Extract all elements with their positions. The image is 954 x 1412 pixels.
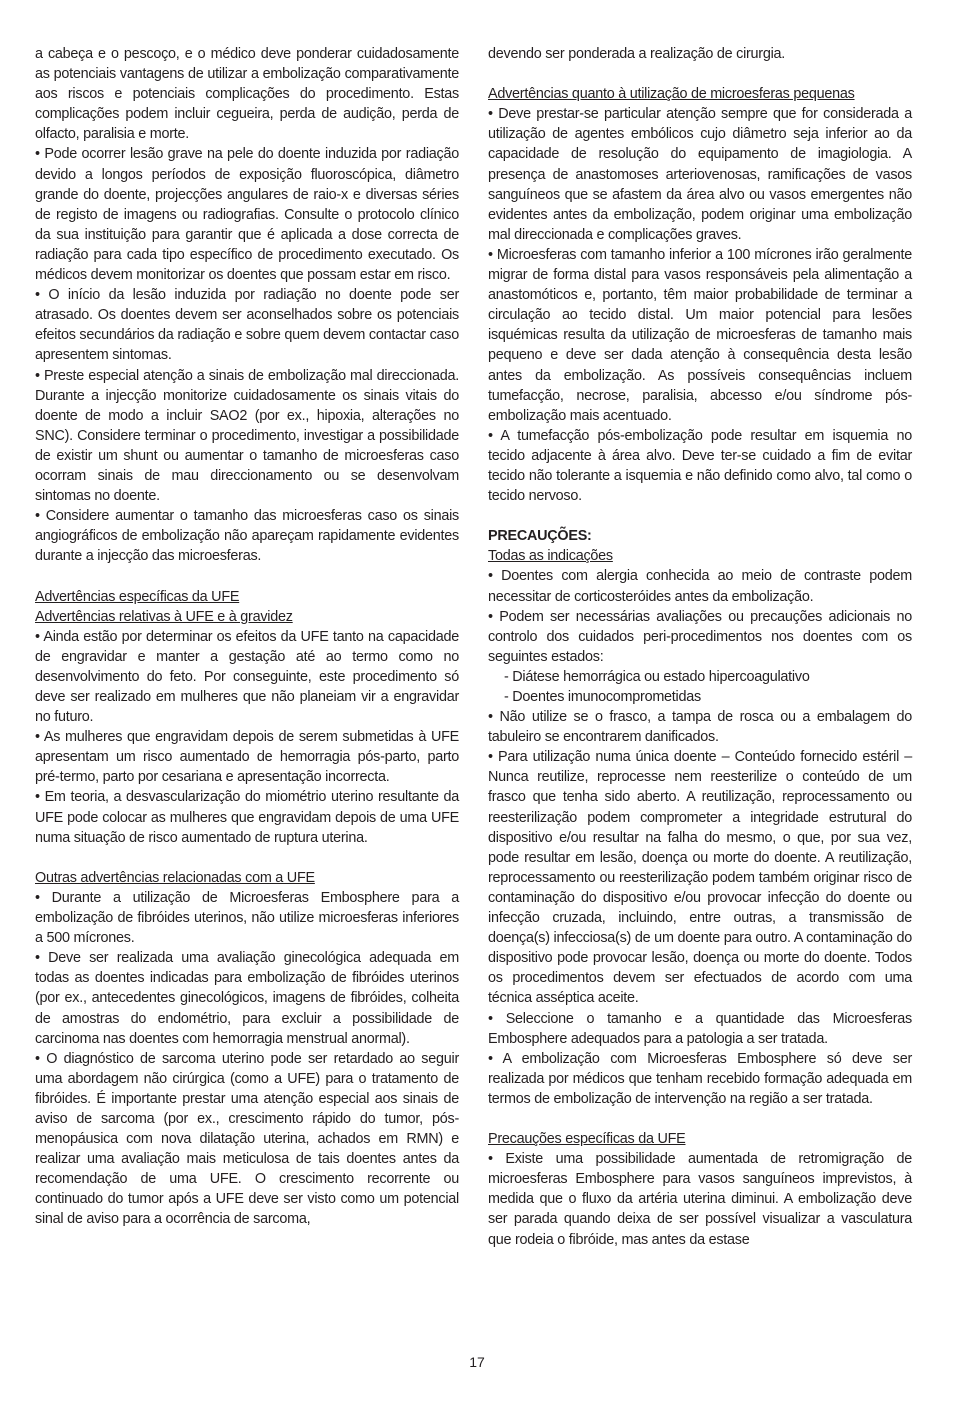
spacer: [488, 506, 912, 526]
bullet-paragraph: • Pode ocorrer lesão grave na pele do doente induzida por radiação devido a longos períodos de exposição fluoroscópica, diâmetro grande do doente, projecções angulares de raio-x e diversas séries de registo de imagens ou radiografias. Consulte o protocolo clínico da sua instituição para garantir que é aplicada a dose correcta de radiação para cada tipo específico de procedimento executado. Os médicos devem monitorizar os doentes que possam estar em risco.: [35, 146, 459, 284]
bullet-paragraph: • A embolização com Microesferas Embosphere só deve ser realizada por médicos que tenham recebido formação adequada em termos de embolização de intervenção na região a ser tratada.: [488, 1050, 912, 1107]
spacer: [488, 64, 912, 84]
paragraph: a cabeça e o pescoço, e o médico deve ponderar cuidadosamente as potenciais vantagens de utilizar a embolização comparativamente aos riscos e potenciais complicações do procedimento. Estas complicações podem incluir cegueira, perda de audição, perda de olfacto, paralisia e morte.: [35, 46, 459, 143]
bullet-paragraph: • Podem ser necessárias avaliações ou precauções adicionais no controlo dos cuidados peri-procedimentos nos doentes com os seguintes estados:: [488, 608, 912, 665]
bullet-paragraph: • Existe uma possibilidade aumentada de retromigração de microesferas Embosphere para vasos sanguíneos imprevistos, à medida que o fluxo da artéria uterina diminui. A embolização deve ser parada quando deixa de ser possível visualizar a vasculatura que rodeia o fibróide, mas antes da estase: [488, 1151, 912, 1248]
bullet-paragraph: • Doentes com alergia conhecida ao meio de contraste podem necessitar de corticosteróides antes da embolização.: [488, 568, 912, 605]
spacer: [488, 1109, 912, 1129]
right-column: [488, 44, 912, 1250]
bullet-paragraph: • Ainda estão por determinar os efeitos da UFE tanto na capacidade de engravidar e manter a gestação até ao termo como no desenvolvimento do feto. Por conseguinte, este procedimento só deve ser realizado em mulheres que não planeiam vir a engravidar no futuro.: [35, 628, 459, 726]
sub-list-item: - Diátese hemorrágica ou estado hipercoagulativo: [504, 668, 810, 685]
bullet-paragraph: • Em teoria, a desvascularização do miométrio uterino resultante da UFE pode colocar as mulheres que engravidam depois de uma UFE numa situação de risco aumentado de ruptura uterina.: [35, 789, 459, 846]
subsection-heading: Todas as indicações: [488, 548, 613, 565]
subsection-heading: Advertências relativas à UFE e à gravidez: [35, 608, 293, 625]
bullet-paragraph: • Deve prestar-se particular atenção sempre que for considerada a utilização de agentes embólicos cujo diâmetro seja inferior ao da capacidade de resolução do equipamento de imagiologia. A presença de anastomoses arteriovenosas, ramificações de vasos sanguíneos que se afastem da área alvo ou vasos emergentes não evidentes antes da embolização, podem originar uma embolização mal direccionada e complicações graves.: [488, 106, 912, 243]
bullet-paragraph: • Seleccione o tamanho e a quantidade das Microesferas Embosphere adequados para a patologia a ser tratada.: [488, 1010, 912, 1047]
page-number: 17: [469, 1354, 485, 1370]
bullet-paragraph: • O diagnóstico de sarcoma uterino pode ser retardado ao seguir uma abordagem não cirúrgica (como a UFE) para o tratamento de fibróides. É importante prestar uma atenção especial aos sinais de aviso de sarcoma (por ex., crescimento rápido do tumor, pós-menopáusica com nova dilatação uterina, achados em RMN) e realizar uma avaliação mais meticulosa de tais doentes antes da recomendação de uma UFE. O crescimento recorrente ou continuado do tumor após a UFE deve ser visto como um potencial sinal de aviso para a ocorrência de sarcoma,: [35, 1050, 459, 1228]
subsection-heading: Outras advertências relacionadas com a UFE: [35, 869, 315, 886]
bullet-paragraph: • A tumefacção pós-embolização pode resultar em isquemia no tecido adjacente à área alvo. Deve ter-se cuidado a fim de evitar tecido não tolerante a isquemia e não definido como alvo, tal como o tecido nervoso.: [488, 427, 912, 505]
bullet-paragraph: • Preste especial atenção a sinais de embolização mal direccionada. Durante a injecção monitorize cuidadosamente os sinais vitais do doente de modo a incluir SAO2 (por ex., hipoxia, alterações no SNC). Considere terminar o procedimento, investigar a possibilidade de existir um shunt ou aumentar o tamanho de microesferas caso ocorram sinais de mau direccionamento ou se desenvolvam sintomas no doente.: [35, 367, 459, 505]
paragraph: devendo ser ponderada a realização de cirurgia.: [488, 46, 786, 62]
bullet-paragraph: • Deve ser realizada uma avaliação ginecológica adequada em todas as doentes indicadas para embolização de fibróides uterinos (por ex., antecedentes ginecológicos, imagens de fibróides, colheita de amostras do endométrio, para excluir a possibilidade de carcinoma nas doentes com hemorragia menstrual anormal).: [35, 950, 459, 1047]
sub-list-item: - Doentes imunocomprometidas: [504, 689, 701, 705]
section-heading: Advertências específicas da UFE: [35, 588, 240, 605]
subsection-heading: Precauções específicas da UFE: [488, 1131, 686, 1148]
bullet-paragraph: • Durante a utilização de Microesferas Embosphere para a embolização de fibróides uterinos, não utilize microesferas inferiores a 500 mícrones.: [35, 889, 459, 947]
spacer: [35, 848, 459, 868]
left-column: [35, 44, 459, 1230]
section-heading: PRECAUÇÕES:: [488, 528, 592, 545]
spacer: [35, 566, 459, 586]
bullet-paragraph: • As mulheres que engravidam depois de serem submetidas à UFE apresentam um risco aumentado de hemorragia pós-parto, parto pré-termo, parto por cesariana e apresentação incorrecta.: [35, 729, 459, 786]
subsection-heading: Advertências quanto à utilização de microesferas pequenas: [488, 86, 855, 103]
bullet-paragraph: • O início da lesão induzida por radiação no doente pode ser atrasado. Os doentes devem ser aconselhados sobre os potenciais efeitos secundários da radiação e sobre quem devem contactar caso apresentem sintomas.: [35, 287, 459, 364]
bullet-paragraph: • Para utilização numa única doente – Conteúdo fornecido estéril – Nunca reutilize, reprocesse nem reesterilize o conteúdo de um frasco que tenha sido aberto. A reutilização, reprocessamento ou reesterilização podem comprometer a integridade estrutural do dispositivo e/ou resultar na falha do mesmo, o que, por sua vez, pode resultar em lesão, doença ou morte do doente. A reutilização, reprocessamento ou reesterilização podem também originar risco de contaminação do dispositivo e/ou provocar infecção do doente ou infecção cruzada, incluindo, entre outras, a transmissão de doença(s) infecciosa(s) de um doente para outro. A contaminação do dispositivo pode provocar lesão, doença ou morte do doente. Todos os procedimentos devem ser efectuados de acordo com uma técnica asséptica aceite.: [488, 749, 912, 1007]
bullet-paragraph: • Não utilize se o frasco, a tampa de rosca ou a embalagem do tabuleiro se encontrarem danificados.: [488, 709, 912, 746]
bullet-paragraph: • Considere aumentar o tamanho das microesferas caso os sinais angiográficos de embolização não apareçam rapidamente evidentes durante a injecção das microesferas.: [35, 508, 459, 565]
bullet-paragraph: • Microesferas com tamanho inferior a 100 mícrones irão geralmente migrar de forma distal para vasos responsáveis pela alimentação a anastomóticos e, portanto, têm maior probabilidade de terminar a circulação ao tecido distal. Um maior potencial para lesões isquémicas resulta da utilização de microesferas de tamanho mais pequeno e deve ser dada atenção à consequência desta lesão antes da embolização. As possíveis consequências incluem tumefacção, necrose, paralisia, abcesso e/ou síndrome pós-embolização mais acentuado.: [488, 246, 912, 424]
